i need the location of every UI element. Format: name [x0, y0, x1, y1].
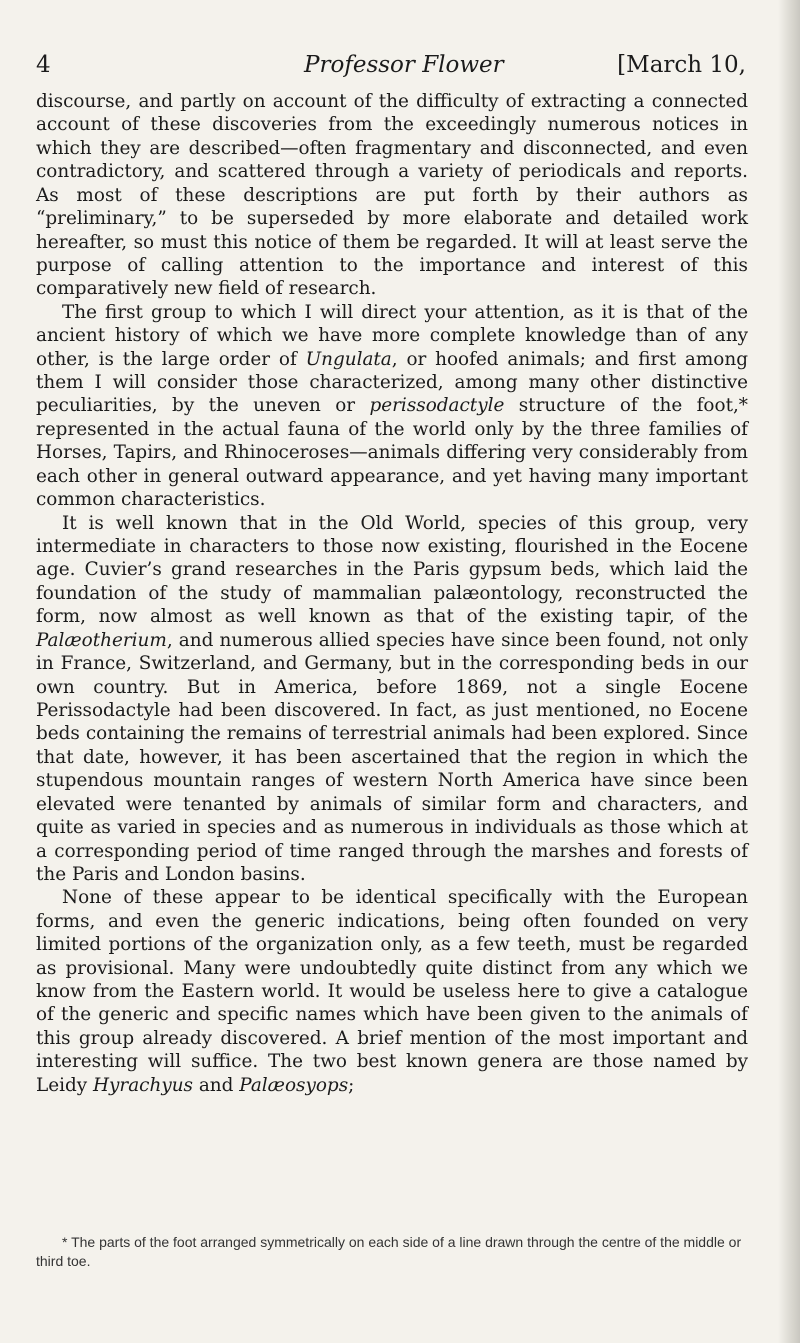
- italic-term: Palæosyops: [239, 1074, 349, 1096]
- italic-term: Palæotherium: [36, 629, 167, 651]
- italic-term: Hyrachyus: [93, 1074, 193, 1096]
- running-date: [March 10,: [617, 52, 746, 78]
- italic-term: perissodactyle: [369, 395, 505, 417]
- paragraph-text: structure of the foot,* represented in the actual fauna of the world only by the three families of Horses, Tapirs, and Rhinoceroses—animals differing very considerably from each other in general outward appearance, and yet having many important common characteristics.: [36, 395, 748, 511]
- page-number: 4: [36, 52, 51, 78]
- paragraph-text: None of these appear to be identical specifically with the European forms, and even the generic indications, being often founded on very limited portions of the organization only, as a few teeth, must be regarded as provisional. Many were undoubtedly quite distinct from any which we know from the Eastern world. It would be useless here to give a catalogue of the generic and specific names which have been given to the animals of this group already discovered. A brief mention of the most important and interesting will suffice. The two best known genera are those named by Leidy: [36, 887, 748, 1096]
- footnote-text: * The parts of the foot arranged symmetrically on each side of a line drawn through the centre of the middle or third toe.: [36, 1234, 742, 1269]
- footnote: [36, 1233, 748, 1271]
- running-header: [36, 52, 746, 86]
- running-title: Professor Flower: [304, 52, 504, 78]
- paragraph-text: , or hoofed animals; and first among them I will consider those characterized, among many other distinctive peculiarities, by the uneven or: [36, 348, 748, 417]
- paragraph-text: discourse, and partly on account of the difficulty of extracting a connected account of these discoveries from the exceedingly numerous notices in which they are described—often fragmentary and disconnected, and even contradictory, and scattered through a variety of periodicals and reports. As most of these descriptions are put forth by their authors as “preliminary,” to be superseded by more elaborate and detailed work hereafter, so must this notice of them be regarded. It will at least serve the purpose of calling attention to the importance and interest of this comparatively new field of research.: [36, 91, 748, 300]
- paragraph-text: The first group to which I will direct your attention, as it is that of the ancient history of which we have more complete knowledge than of any other, is the large order of: [36, 301, 748, 370]
- paragraph-text: It is well known that in the Old World, species of this group, very intermediate in characters to those now existing, flourished in the Eocene age. Cuvier’s grand researches in the Paris gypsum beds, which laid the foundation of the study of mammalian palæontology, reconstructed the form, now almost as well known as that of the existing tapir, of the: [36, 512, 748, 628]
- italic-term: Ungulata: [305, 348, 392, 370]
- paragraph-text: , and numerous allied species have since been found, not only in France, Switzerland, and Germany, but in the corresponding beds in our own country. But in America, before 1869, not a single Eocene Perissodactyle had been discovered. In fact, as just mentioned, no Eocene beds containing the remains of terrestrial animals had been explored. Since that date, however, it has been ascertained that the region in which the stupendous mountain ranges of western North America have since been elevated were tenanted by animals of similar form and characters, and quite as varied in species and as numerous in individuals as those which at a corresponding period of time ranged through the marshes and forests of the Paris and London basins.: [36, 629, 748, 885]
- body-text: [36, 90, 748, 1097]
- page-edge-shadow: [778, 0, 800, 1343]
- paragraph: [36, 886, 748, 1097]
- paragraph: [36, 512, 748, 887]
- paragraph-continuation: [36, 90, 748, 301]
- paragraph-text: ;: [348, 1074, 355, 1096]
- paragraph: [36, 301, 748, 512]
- paragraph-text: and: [193, 1074, 240, 1096]
